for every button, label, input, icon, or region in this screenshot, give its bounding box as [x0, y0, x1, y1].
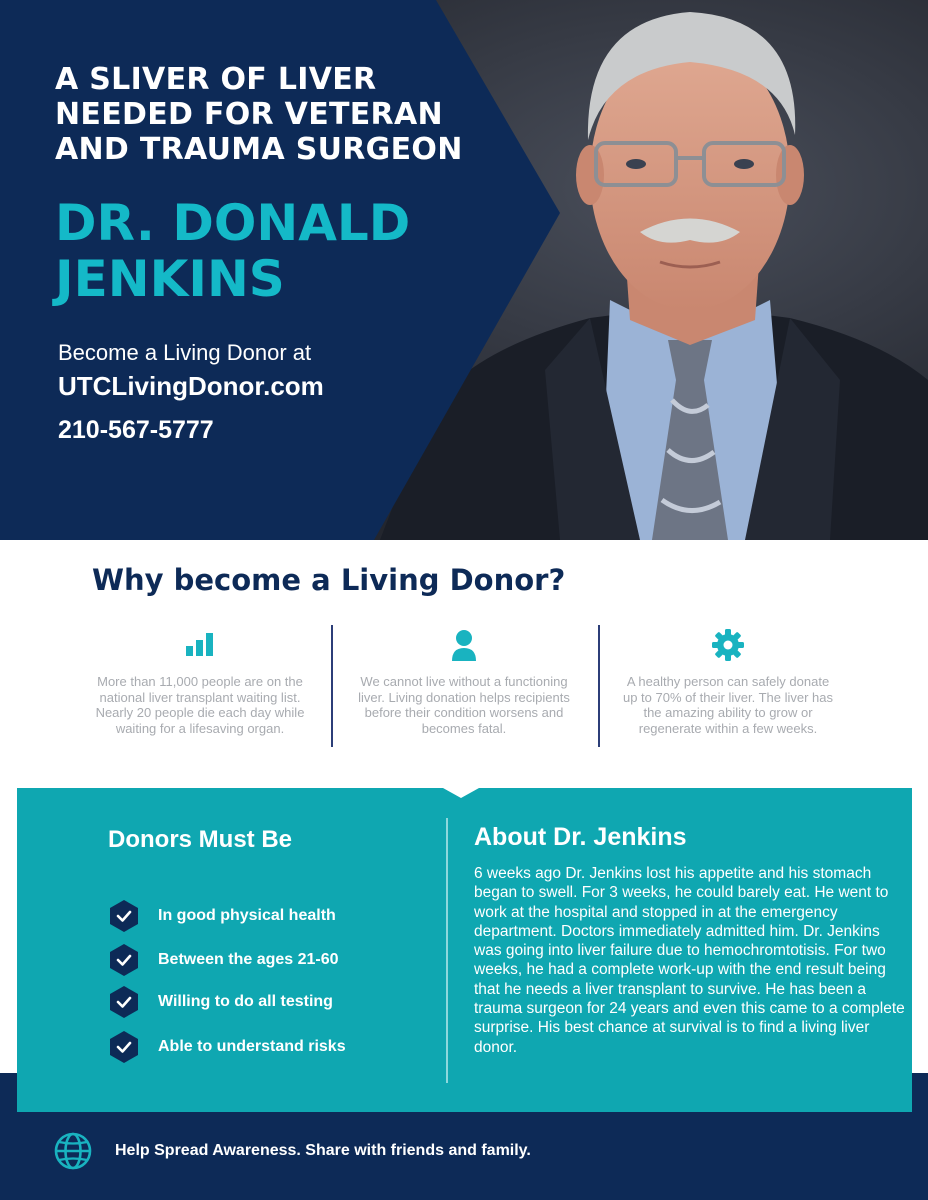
why-text-necessity: We cannot live without a functioning liver. Living donation helps recipients before their condition worsens and becomes fatal.: [358, 674, 570, 736]
why-text-waitlist: More than 11,000 people are on the national liver transplant waiting list. Nearly 20 people die each day while waiting for a lifesaving organ.: [95, 674, 305, 736]
about-body: 6 weeks ago Dr. Jenkins lost his appetite and his stomach began to swell. For 3 weeks, he could barely eat. He went to work at the hospital and stopped in at the emergency department. Doctors immediately admitted him. Dr. Jenkins was going into liver failure due to hemochromtotisis. For two weeks, he had a complete work-up with the end result being that he needs a liver transplant to survive. He has been a trauma surgeon for 24 years and even this came to a complete surprise. His best chance at survival is to find a living liver donor.: [474, 865, 905, 1056]
requirement-label: Between the ages 21-60: [158, 951, 339, 968]
bar-chart-icon: [183, 628, 217, 662]
donor-cta: Become a Living Donor at: [58, 340, 312, 365]
why-column-waitlist: [90, 628, 310, 758]
hero-section: [0, 0, 928, 540]
patient-name: DR. DONALD JENKINS: [55, 194, 411, 308]
check-icon: [108, 943, 140, 977]
about-title: About Dr. Jenkins: [474, 823, 687, 851]
check-icon: [108, 899, 140, 933]
footer-message: Help Spread Awareness. Share with friends and family.: [115, 1142, 531, 1159]
why-section-title: Why become a Living Donor?: [92, 563, 566, 597]
person-icon: [447, 628, 481, 662]
requirement-label: Able to understand risks: [158, 1038, 346, 1055]
requirements-title: Donors Must Be: [108, 826, 293, 853]
column-divider: [331, 625, 333, 747]
why-text-regeneration: A healthy person can safely donate up to 70% of their liver. The liver has the amazing ability to grow or regenerate within a few weeks.: [622, 674, 834, 736]
website-link[interactable]: UTCLivingDonor.com: [58, 371, 324, 401]
check-icon: [108, 985, 140, 1019]
gear-icon: [711, 628, 745, 662]
globe-icon: [53, 1131, 93, 1171]
requirement-label: In good physical health: [158, 907, 336, 924]
why-column-necessity: [350, 628, 578, 758]
panel-divider: [446, 818, 448, 1083]
why-column-regeneration: [618, 628, 838, 758]
check-icon: [108, 1030, 140, 1064]
requirement-label: Willing to do all testing: [158, 993, 333, 1010]
hero-headline: A SLIVER OF LIVER NEEDED FOR VETERAN AND TRAUMA SURGEON: [55, 62, 463, 167]
column-divider: [598, 625, 600, 747]
phone-number[interactable]: 210-567-5777: [58, 416, 214, 444]
